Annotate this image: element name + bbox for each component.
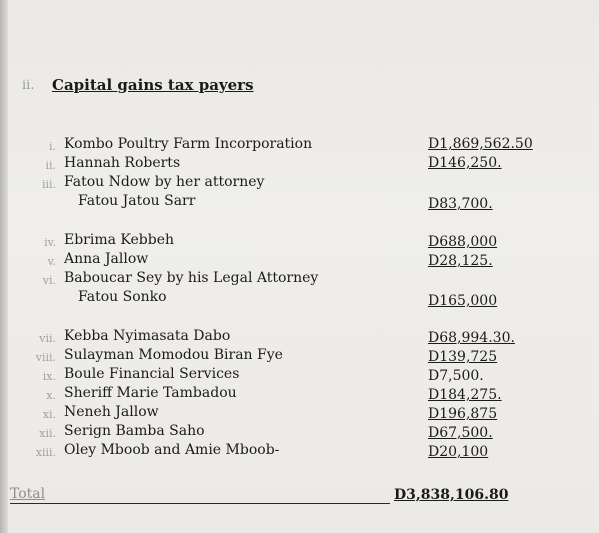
row-number: viii. (35, 351, 56, 364)
row-number: xiii. (35, 446, 56, 459)
taxpayer-name: Fatou Ndow by her attorney (64, 174, 265, 190)
row-number: ii. (45, 159, 56, 172)
row-number: iii. (41, 178, 56, 191)
tax-amount: D196,875 (428, 406, 498, 422)
row-number: vii. (39, 332, 56, 345)
row-number: xii. (39, 427, 56, 440)
row-number: xi. (42, 408, 56, 421)
taxpayer-name: Hannah Roberts (64, 155, 181, 171)
taxpayer-name-continued: Fatou Sonko (78, 289, 167, 305)
tax-amount: D184,275. (428, 387, 502, 403)
taxpayer-name: Ebrima Kebbeh (64, 232, 175, 248)
tax-amount: D146,250. (428, 155, 502, 171)
taxpayer-name: Sheriff Marie Tambadou (64, 385, 237, 401)
taxpayer-name: Neneh Jallow (64, 404, 159, 420)
taxpayer-name: Baboucar Sey by his Legal Attorney (64, 270, 319, 286)
tax-amount: D1,869,562.50 (428, 136, 533, 152)
taxpayer-name: Sulayman Momodou Biran Fye (64, 347, 283, 363)
tax-amount: D67,500. (428, 425, 493, 441)
section-title: Capital gains tax payers (52, 76, 254, 94)
taxpayer-name-continued: Fatou Jatou Sarr (78, 193, 196, 209)
taxpayer-name: Oley Mboob and Amie Mboob- (64, 442, 280, 458)
tax-amount: D165,000 (428, 293, 498, 309)
tax-amount: D20,100 (428, 444, 489, 460)
tax-amount: D688,000 (428, 234, 498, 250)
row-number: iv. (44, 236, 56, 249)
row-number: v. (47, 255, 56, 268)
row-number: x. (46, 389, 56, 402)
taxpayer-name: Anna Jallow (64, 251, 149, 267)
total-label: Total (10, 486, 46, 502)
page-binding-shadow (0, 0, 8, 533)
tax-amount: D7,500. (428, 368, 484, 384)
taxpayer-name: Kombo Poultry Farm Incorporation (64, 136, 313, 152)
taxpayer-name: Kebba Nyimasata Dabo (64, 328, 231, 344)
tax-amount: D68,994.30. (428, 330, 515, 346)
taxpayer-name: Serign Bamba Saho (64, 423, 205, 439)
section-number: ii. (22, 78, 35, 93)
tax-amount: D28,125. (428, 253, 493, 269)
row-number: vi. (42, 274, 56, 287)
taxpayer-name: Boule Financial Services (64, 366, 240, 382)
total-amount: D3,838,106.80 (394, 487, 509, 503)
tax-amount: D83,700. (428, 196, 493, 212)
row-number: i. (48, 140, 56, 153)
row-number: ix. (42, 370, 56, 383)
total-rule (10, 503, 390, 504)
tax-amount: D139,725 (428, 349, 498, 365)
